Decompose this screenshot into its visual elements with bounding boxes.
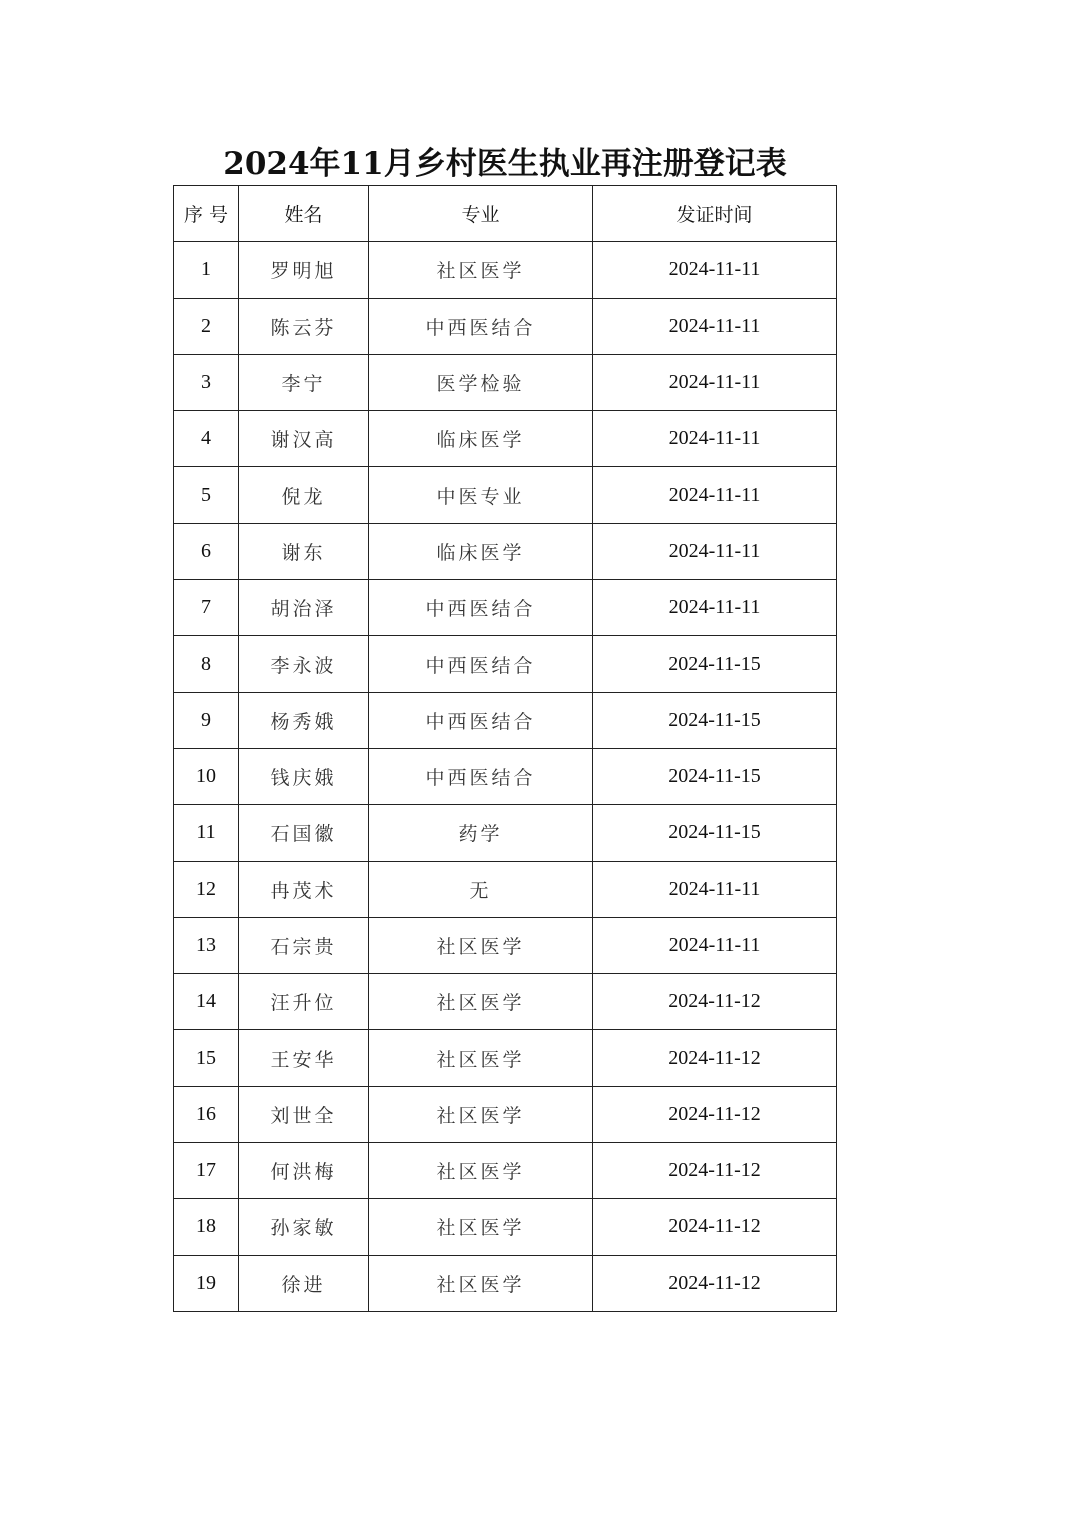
cell-serial-number: 9 (174, 692, 239, 748)
cell-major: 社区医学 (369, 1030, 593, 1086)
cell-issue-date: 2024-11-15 (593, 692, 837, 748)
cell-serial-number: 12 (174, 861, 239, 917)
cell-major: 医学检验 (369, 354, 593, 410)
table-row (174, 1030, 837, 1086)
cell-name: 谢汉高 (239, 411, 369, 467)
cell-serial-number: 17 (174, 1143, 239, 1199)
table-row (174, 636, 837, 692)
table-row (174, 974, 837, 1030)
cell-issue-date: 2024-11-12 (593, 1086, 837, 1142)
cell-major: 中西医结合 (369, 692, 593, 748)
cell-major: 社区医学 (369, 242, 593, 298)
cell-issue-date: 2024-11-11 (593, 242, 837, 298)
cell-issue-date: 2024-11-15 (593, 805, 837, 861)
cell-name: 石宗贵 (239, 917, 369, 973)
table-header-row (174, 186, 837, 242)
table-row (174, 692, 837, 748)
table-row (174, 805, 837, 861)
cell-serial-number: 10 (174, 748, 239, 804)
cell-name: 汪升位 (239, 974, 369, 1030)
cell-serial-number: 19 (174, 1255, 239, 1311)
table-row (174, 861, 837, 917)
cell-name: 徐进 (239, 1255, 369, 1311)
cell-issue-date: 2024-11-12 (593, 974, 837, 1030)
cell-major: 社区医学 (369, 1255, 593, 1311)
cell-serial-number: 14 (174, 974, 239, 1030)
cell-name: 何洪梅 (239, 1143, 369, 1199)
header-major: 专业 (369, 186, 593, 242)
table-row (174, 242, 837, 298)
table-body (174, 242, 837, 1312)
cell-name: 胡治泽 (239, 580, 369, 636)
cell-major: 中西医结合 (369, 298, 593, 354)
table-row (174, 411, 837, 467)
table-row (174, 298, 837, 354)
cell-major: 中医专业 (369, 467, 593, 523)
cell-issue-date: 2024-11-12 (593, 1199, 837, 1255)
table-row (174, 354, 837, 410)
cell-name: 钱庆娥 (239, 748, 369, 804)
cell-issue-date: 2024-11-11 (593, 411, 837, 467)
cell-name: 杨秀娥 (239, 692, 369, 748)
cell-name: 刘世全 (239, 1086, 369, 1142)
cell-serial-number: 16 (174, 1086, 239, 1142)
cell-issue-date: 2024-11-15 (593, 636, 837, 692)
cell-name: 石国徽 (239, 805, 369, 861)
cell-major: 临床医学 (369, 523, 593, 579)
cell-name: 李宁 (239, 354, 369, 410)
cell-serial-number: 6 (174, 523, 239, 579)
table-row (174, 748, 837, 804)
header-serial-number: 序 号 (174, 186, 239, 242)
header-issue-date: 发证时间 (593, 186, 837, 242)
table-row (174, 917, 837, 973)
table-row (174, 467, 837, 523)
cell-serial-number: 13 (174, 917, 239, 973)
cell-serial-number: 15 (174, 1030, 239, 1086)
cell-name: 李永波 (239, 636, 369, 692)
registration-table (173, 185, 837, 1312)
cell-issue-date: 2024-11-12 (593, 1030, 837, 1086)
table-row (174, 1199, 837, 1255)
cell-serial-number: 2 (174, 298, 239, 354)
cell-serial-number: 3 (174, 354, 239, 410)
cell-major: 中西医结合 (369, 748, 593, 804)
cell-major: 社区医学 (369, 917, 593, 973)
cell-major: 中西医结合 (369, 580, 593, 636)
cell-issue-date: 2024-11-11 (593, 298, 837, 354)
cell-major: 社区医学 (369, 974, 593, 1030)
table-row (174, 580, 837, 636)
cell-major: 社区医学 (369, 1199, 593, 1255)
table-row (174, 1143, 837, 1199)
cell-issue-date: 2024-11-11 (593, 523, 837, 579)
cell-name: 罗明旭 (239, 242, 369, 298)
cell-major: 临床医学 (369, 411, 593, 467)
cell-serial-number: 11 (174, 805, 239, 861)
cell-issue-date: 2024-11-15 (593, 748, 837, 804)
cell-issue-date: 2024-11-11 (593, 861, 837, 917)
cell-serial-number: 7 (174, 580, 239, 636)
table-row (174, 523, 837, 579)
table-row (174, 1086, 837, 1142)
cell-issue-date: 2024-11-11 (593, 354, 837, 410)
table-row (174, 1255, 837, 1311)
cell-name: 谢东 (239, 523, 369, 579)
cell-name: 孙家敏 (239, 1199, 369, 1255)
cell-major: 社区医学 (369, 1086, 593, 1142)
cell-issue-date: 2024-11-12 (593, 1255, 837, 1311)
cell-issue-date: 2024-11-11 (593, 580, 837, 636)
cell-name: 陈云芬 (239, 298, 369, 354)
cell-serial-number: 8 (174, 636, 239, 692)
header-name: 姓名 (239, 186, 369, 242)
cell-major: 无 (369, 861, 593, 917)
cell-issue-date: 2024-11-11 (593, 467, 837, 523)
cell-major: 药学 (369, 805, 593, 861)
cell-major: 中西医结合 (369, 636, 593, 692)
cell-issue-date: 2024-11-11 (593, 917, 837, 973)
cell-name: 冉茂术 (239, 861, 369, 917)
page-title: 2024年11月乡村医生执业再注册登记表 (223, 146, 787, 182)
cell-name: 倪龙 (239, 467, 369, 523)
cell-serial-number: 4 (174, 411, 239, 467)
cell-serial-number: 1 (174, 242, 239, 298)
cell-issue-date: 2024-11-12 (593, 1143, 837, 1199)
cell-name: 王安华 (239, 1030, 369, 1086)
cell-major: 社区医学 (369, 1143, 593, 1199)
cell-serial-number: 5 (174, 467, 239, 523)
cell-serial-number: 18 (174, 1199, 239, 1255)
